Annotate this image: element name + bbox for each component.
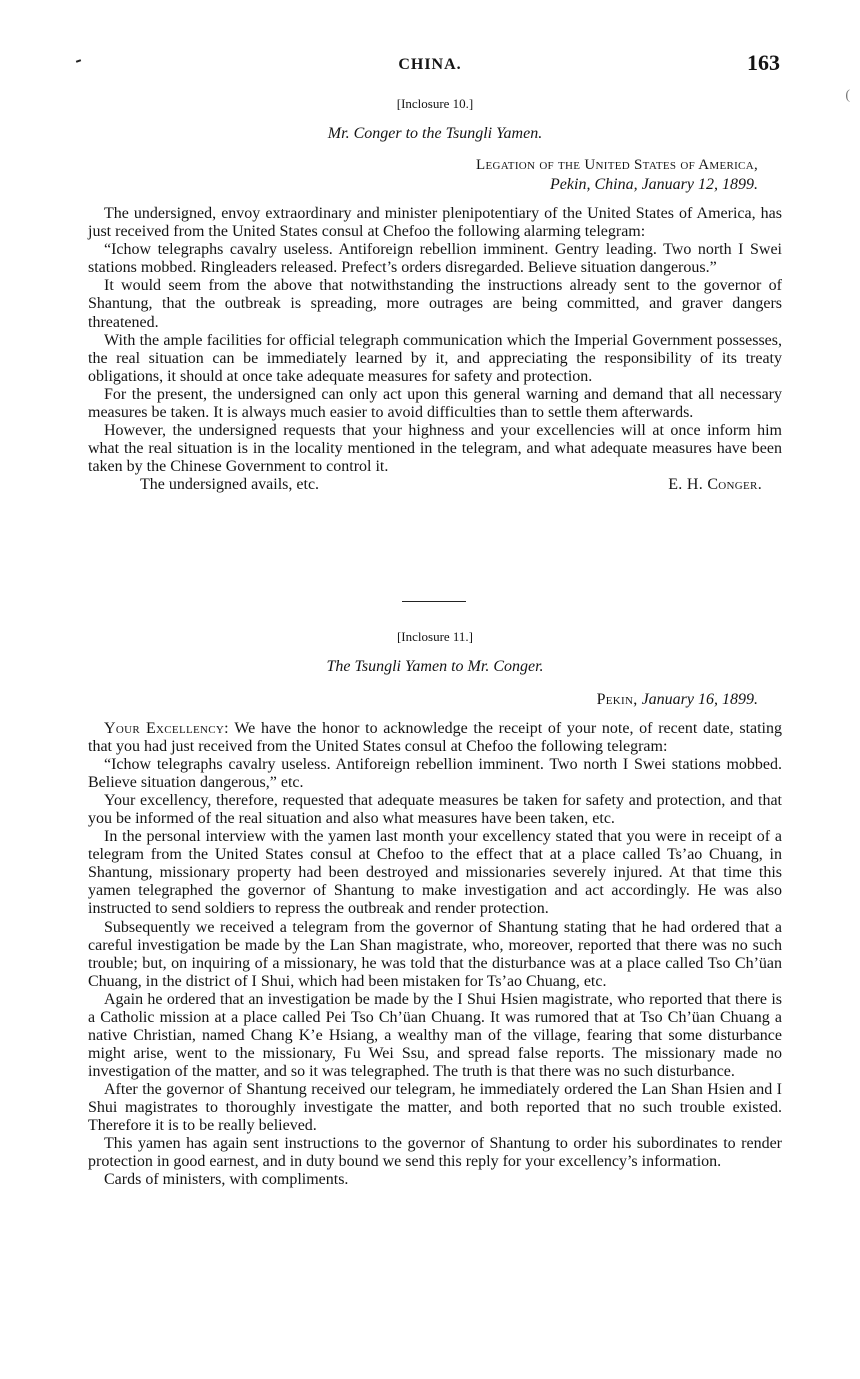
reply-dateline [88, 690, 758, 710]
body-paragraph: Again he ordered that an investigation be made by the I Shui Hsien magistrate, who reported that there is a Catholic mission at a place called Pei Tso Ch’üan Chuang. It was rumored that at Tso Ch’üan Chuang a native Christian, named Chang K’e Hsiang, a wealthy man of the village, fearing that some disturbance might arise, went to the missionary, Fu Wei Ssu, and spread false reports. The missionary made no investigation of the matter, and so it was telegraphed. The truth is that there was no such disturbance. [88, 990, 782, 1080]
body-paragraph: Subsequently we received a telegram from the governor of Shantung stating that he had ordered that a careful investigation be made by the Lan Shan magistrate, who, moreover, reported that there was no such trouble; but, on inquiring of a missionary, he was told that the disturbance was at a place called Tso Ch’üan Chuang, in the district of I Shui, which had been mistaken for Ts’ao Chuang, etc. [88, 918, 782, 990]
body-paragraph: Your excellency, therefore, requested that adequate measures be taken for safety and protection, and that you be informed of the real situation and also what measures have been taken, etc. [88, 792, 782, 828]
running-head-title: CHINA. [398, 56, 462, 73]
body-paragraph: For the present, the undersigned can only act upon this general warning and demand that all necessary measures be taken. It is always much easier to avoid difficulties than to settle them afterwards. [88, 385, 782, 422]
body-paragraph: The undersigned, envoy extraordinary and minister plenipotentiary of the United States of America, has just received from the United States consul at Chefoo the following alarming telegram: [88, 205, 782, 241]
body-paragraph: However, the undersigned requests that your highness and your excellencies will at once inform him what the real situation is in the locality mentioned in the telegram, and what adequate measures have been taken by the Chinese Government to control it. [88, 422, 782, 476]
closing-text: The undersigned avails, etc. [140, 476, 320, 494]
body-paragraph: “Ichow telegraphs cavalry useless. Antiforeign rebellion imminent. Gentry leading. Two north I Swei stations mobbed. Ringleaders released. Prefect’s orders disregarded. Believe situation dangerous.” [88, 241, 782, 277]
reply-body [88, 720, 782, 1189]
section-divider [402, 601, 466, 602]
inclosure-11-heading: The Tsungli Yamen to Mr. Conger. [326, 658, 544, 675]
body-paragraph: With the ample facilities for official telegraph communication which the Imperial Government possesses, the real situation can be immediately learned by it, and appreciating the responsibility of its treaty obligations, it should at once take adequate measures for safety and protection. [88, 331, 782, 385]
inclosure-10-heading: Mr. Conger to the Tsungli Yamen. [327, 125, 543, 142]
page-number: 163 [747, 50, 780, 75]
body-paragraph: Cards of ministers, with compliments. [104, 1171, 349, 1189]
letter-date: Pekin, China, January 12, 1899. [550, 176, 758, 193]
margin-bracket-mark: ( [845, 88, 850, 103]
running-head [0, 50, 860, 103]
letter-body [88, 205, 782, 476]
inclosure-11-section [88, 628, 782, 1189]
body-paragraph [88, 720, 782, 756]
reply-date: January 16, 1899. [641, 691, 758, 708]
inclosure-10-label: [Inclosure 10.] [396, 96, 474, 111]
inclosure-10-section [88, 95, 782, 496]
body-paragraph: It would seem from the above that notwithstanding the instructions already sent to the governor of Shantung, that the outbreak is spreading, more outrages are being committed, and graver dangers threatened. [88, 277, 782, 331]
body-paragraph: This yamen has again sent instructions to the governor of Shantung to order his subordinates to render protection in good earnest, and in duty bound we send this reply for your excellency’s information. [88, 1135, 782, 1171]
reply-place: Pekin, [596, 691, 638, 708]
body-paragraph: After the governor of Shantung received our telegram, he immediately ordered the Lan Shan Hsien and I Shui magistrates to thoroughly investigate the matter, and both reported that no such trouble existed. Therefore it is to be really believed. [88, 1080, 782, 1135]
body-paragraph: “Ichow telegraphs cavalry useless. Antiforeign rebellion imminent. Two north I Swei stations mobbed. Believe situation dangerous,” etc. [88, 756, 782, 792]
salutation: Your Excellency: [104, 720, 229, 737]
sender-address: Legation of the United States of America, [476, 157, 758, 173]
body-text: We have the honor to acknowledge the receipt of your note, of recent date, stating that you had just received from the United States consul at Chefoo the following telegram: [88, 720, 782, 756]
inclosure-11-label: [Inclosure 11.] [396, 629, 474, 644]
closing-line [88, 476, 782, 496]
body-paragraph: In the personal interview with the yamen last month your excellency stated that you were in receipt of a telegram from the United States consul at Chefoo to the effect that at a place called Ts’ao Chuang, in Shantung, missionary property had been destroyed and missionaries severely injured. At that time this yamen telegraphed the governor of Shantung to make investigation and act accordingly. He was also instructed to send soldiers to repress the outbreak and render protection. [88, 828, 782, 918]
signature: E. H. Conger. [668, 476, 762, 494]
